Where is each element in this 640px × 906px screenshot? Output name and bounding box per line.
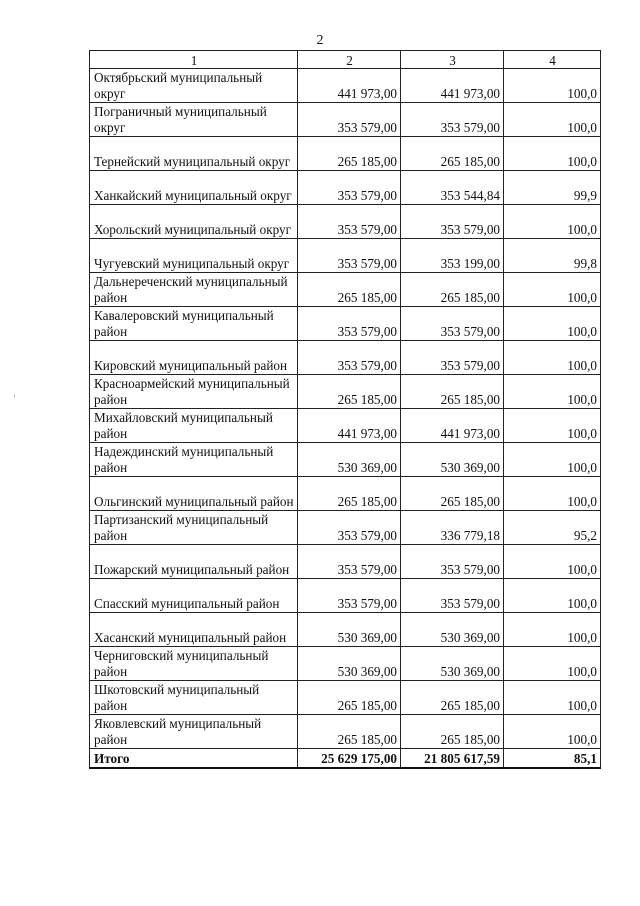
row-percent: 100,0 [504, 205, 601, 239]
table-row [90, 137, 601, 171]
row-actual: 265 185,00 [401, 273, 504, 307]
row-planned: 530 369,00 [298, 443, 401, 477]
row-planned: 353 579,00 [298, 341, 401, 375]
table-row [90, 647, 601, 681]
table-row [90, 307, 601, 341]
row-actual: 353 199,00 [401, 239, 504, 273]
row-actual: 336 779,18 [401, 511, 504, 545]
row-actual: 441 973,00 [401, 409, 504, 443]
row-planned: 265 185,00 [298, 681, 401, 715]
row-actual: 353 544,84 [401, 171, 504, 205]
row-name: Пожарский муниципальный район [90, 545, 298, 579]
column-header-2: 2 [298, 51, 401, 69]
row-percent: 100,0 [504, 579, 601, 613]
row-percent: 100,0 [504, 681, 601, 715]
total-planned: 25 629 175,00 [298, 749, 401, 769]
table-row [90, 409, 601, 443]
row-planned: 353 579,00 [298, 511, 401, 545]
row-percent: 100,0 [504, 273, 601, 307]
row-name: Черниговский муниципальный район [90, 647, 298, 681]
row-planned: 353 579,00 [298, 205, 401, 239]
row-percent: 100,0 [504, 613, 601, 647]
total-percent: 85,1 [504, 749, 601, 769]
row-actual: 265 185,00 [401, 715, 504, 749]
table-row [90, 171, 601, 205]
row-planned: 265 185,00 [298, 137, 401, 171]
row-percent: 100,0 [504, 137, 601, 171]
row-actual: 265 185,00 [401, 137, 504, 171]
row-planned: 530 369,00 [298, 647, 401, 681]
table-row [90, 375, 601, 409]
total-row [90, 749, 601, 769]
row-percent: 100,0 [504, 477, 601, 511]
table-row [90, 273, 601, 307]
row-planned: 530 369,00 [298, 613, 401, 647]
table-row [90, 341, 601, 375]
row-name: Дальнереченский муниципальный район [90, 273, 298, 307]
row-name: Партизанский муниципальный район [90, 511, 298, 545]
column-header-1: 1 [90, 51, 298, 69]
row-percent: 100,0 [504, 69, 601, 103]
table-row [90, 103, 601, 137]
row-percent: 100,0 [504, 409, 601, 443]
row-actual: 353 579,00 [401, 545, 504, 579]
table-body [90, 69, 601, 749]
row-name: Ханкайский муниципальный округ [90, 171, 298, 205]
row-name: Пограничный муниципальный округ [90, 103, 298, 137]
column-header-4: 4 [504, 51, 601, 69]
row-planned: 353 579,00 [298, 103, 401, 137]
row-actual: 353 579,00 [401, 307, 504, 341]
row-percent: 99,9 [504, 171, 601, 205]
row-planned: 353 579,00 [298, 545, 401, 579]
row-percent: 99,8 [504, 239, 601, 273]
row-percent: 100,0 [504, 307, 601, 341]
table-row [90, 545, 601, 579]
table-row [90, 681, 601, 715]
column-header-3: 3 [401, 51, 504, 69]
row-planned: 353 579,00 [298, 239, 401, 273]
row-percent: 100,0 [504, 103, 601, 137]
row-actual: 353 579,00 [401, 579, 504, 613]
row-actual: 353 579,00 [401, 205, 504, 239]
row-name: Хасанский муниципальный район [90, 613, 298, 647]
row-actual: 530 369,00 [401, 443, 504, 477]
table-row [90, 613, 601, 647]
column-header-row [90, 51, 601, 69]
row-percent: 100,0 [504, 545, 601, 579]
row-planned: 265 185,00 [298, 477, 401, 511]
row-name: Красноармейский муниципальный район [90, 375, 298, 409]
row-name: Яковлевский муниципальный район [90, 715, 298, 749]
table-row [90, 239, 601, 273]
total-label: Итого [90, 749, 298, 769]
row-actual: 353 579,00 [401, 103, 504, 137]
row-planned: 353 579,00 [298, 307, 401, 341]
row-planned: 441 973,00 [298, 69, 401, 103]
row-name: Кавалеровский муниципальный район [90, 307, 298, 341]
table-row [90, 69, 601, 103]
row-planned: 353 579,00 [298, 579, 401, 613]
table-row [90, 579, 601, 613]
row-planned: 265 185,00 [298, 273, 401, 307]
row-percent: 100,0 [504, 443, 601, 477]
row-name: Надеждинский муниципальный район [90, 443, 298, 477]
total-actual: 21 805 617,59 [401, 749, 504, 769]
budget-table [89, 50, 601, 769]
row-percent: 100,0 [504, 647, 601, 681]
row-planned: 265 185,00 [298, 375, 401, 409]
row-name: Шкотовский муниципальный район [90, 681, 298, 715]
row-percent: 100,0 [504, 715, 601, 749]
row-planned: 265 185,00 [298, 715, 401, 749]
row-name: Октябрьский муниципальный округ [90, 69, 298, 103]
scan-artifact [14, 395, 15, 398]
row-name: Спасский муниципальный район [90, 579, 298, 613]
row-actual: 265 185,00 [401, 375, 504, 409]
row-planned: 441 973,00 [298, 409, 401, 443]
row-percent: 95,2 [504, 511, 601, 545]
row-percent: 100,0 [504, 341, 601, 375]
row-name: Ольгинский муниципальный район [90, 477, 298, 511]
table-row [90, 443, 601, 477]
row-name: Кировский муниципальный район [90, 341, 298, 375]
row-actual: 265 185,00 [401, 681, 504, 715]
row-actual: 530 369,00 [401, 613, 504, 647]
row-actual: 265 185,00 [401, 477, 504, 511]
table-row [90, 511, 601, 545]
page-number: 2 [316, 33, 324, 48]
table-row [90, 477, 601, 511]
row-actual: 353 579,00 [401, 341, 504, 375]
row-name: Тернейский муниципальный округ [90, 137, 298, 171]
table-row [90, 715, 601, 749]
row-actual: 530 369,00 [401, 647, 504, 681]
row-percent: 100,0 [504, 375, 601, 409]
row-planned: 353 579,00 [298, 171, 401, 205]
row-name: Чугуевский муниципальный округ [90, 239, 298, 273]
row-actual: 441 973,00 [401, 69, 504, 103]
row-name: Михайловский муниципальный район [90, 409, 298, 443]
table-row [90, 205, 601, 239]
row-name: Хорольский муниципальный округ [90, 205, 298, 239]
